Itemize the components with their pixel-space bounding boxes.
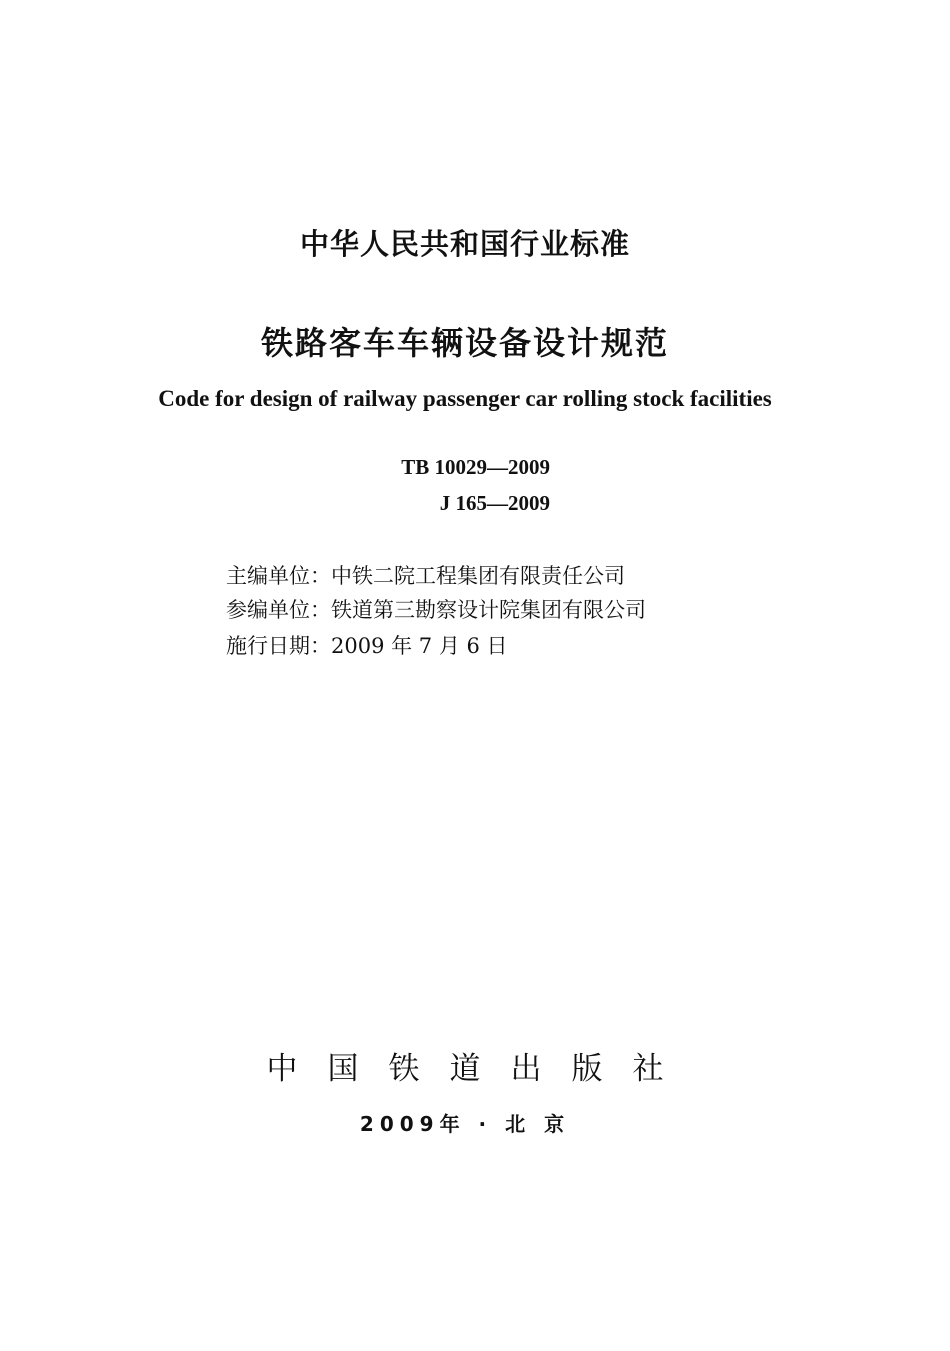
standard-code-tb: TB 10029—2009 — [401, 455, 550, 479]
effective-date: 施行日期：2009 年 7 月 6 日 — [226, 634, 508, 658]
publication-place-date: 2009年 · 北 京 — [359, 1112, 571, 1136]
standard-category: 中华人民共和国行业标准 — [299, 227, 630, 261]
document-title-chinese: 铁路客车车辆设备设计规范 — [260, 324, 669, 362]
chief-editor-unit: 主编单位：中铁二院工程集团有限责任公司 — [226, 564, 625, 588]
publisher-name: 中国铁道出版社 — [266, 1051, 694, 1087]
participating-editor-unit: 参编单位：铁道第三勘察设计院集团有限公司 — [226, 598, 646, 622]
standard-code-j: J 165—2009 — [439, 491, 550, 515]
document-title-english: Code for design of railway passenger car rolling stock facilities — [158, 386, 772, 411]
